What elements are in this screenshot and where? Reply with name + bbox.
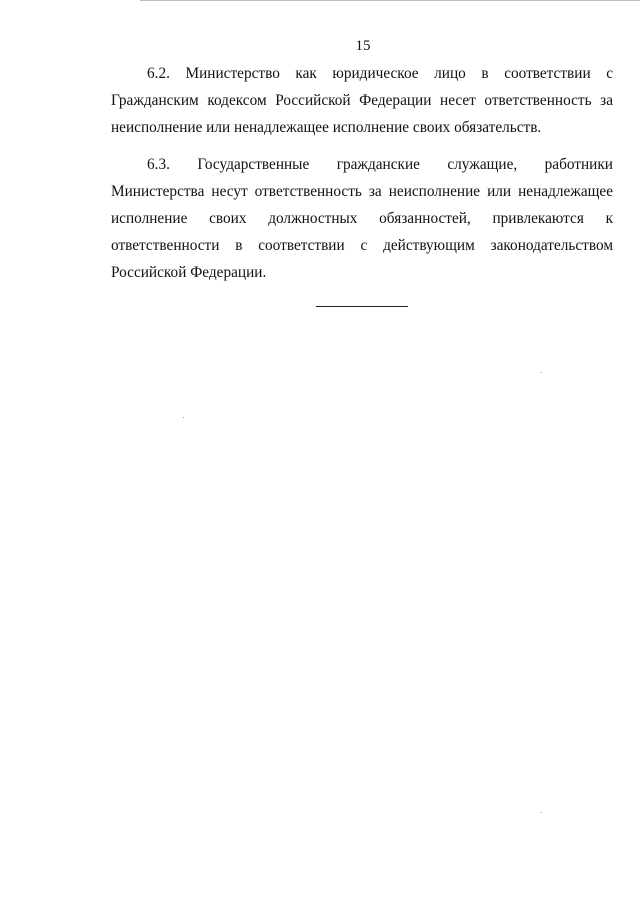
scan-speck xyxy=(541,812,542,813)
scan-speck xyxy=(541,372,542,373)
page-number: 15 xyxy=(355,38,371,54)
document-body xyxy=(111,60,613,286)
paragraph-6-3: 6.3. Государственные гражданские служащие, работники Министерства несут ответственность за неисполнение или ненадлежащее исполнение своих должностных обязанностей, привлекаются к ответственности в соответствии с действующим законодательством Российской Федерации. xyxy=(111,156,613,281)
scan-speck xyxy=(183,417,184,418)
paragraph-6-2: 6.2. Министерство как юридическое лицо в соответствии с Гражданским кодексом Российской Федерации несет ответственность за неисполнение или ненадлежащее исполнение своих обязательств. xyxy=(111,65,613,136)
scan-edge xyxy=(140,0,640,1)
end-separator-line xyxy=(316,306,408,307)
